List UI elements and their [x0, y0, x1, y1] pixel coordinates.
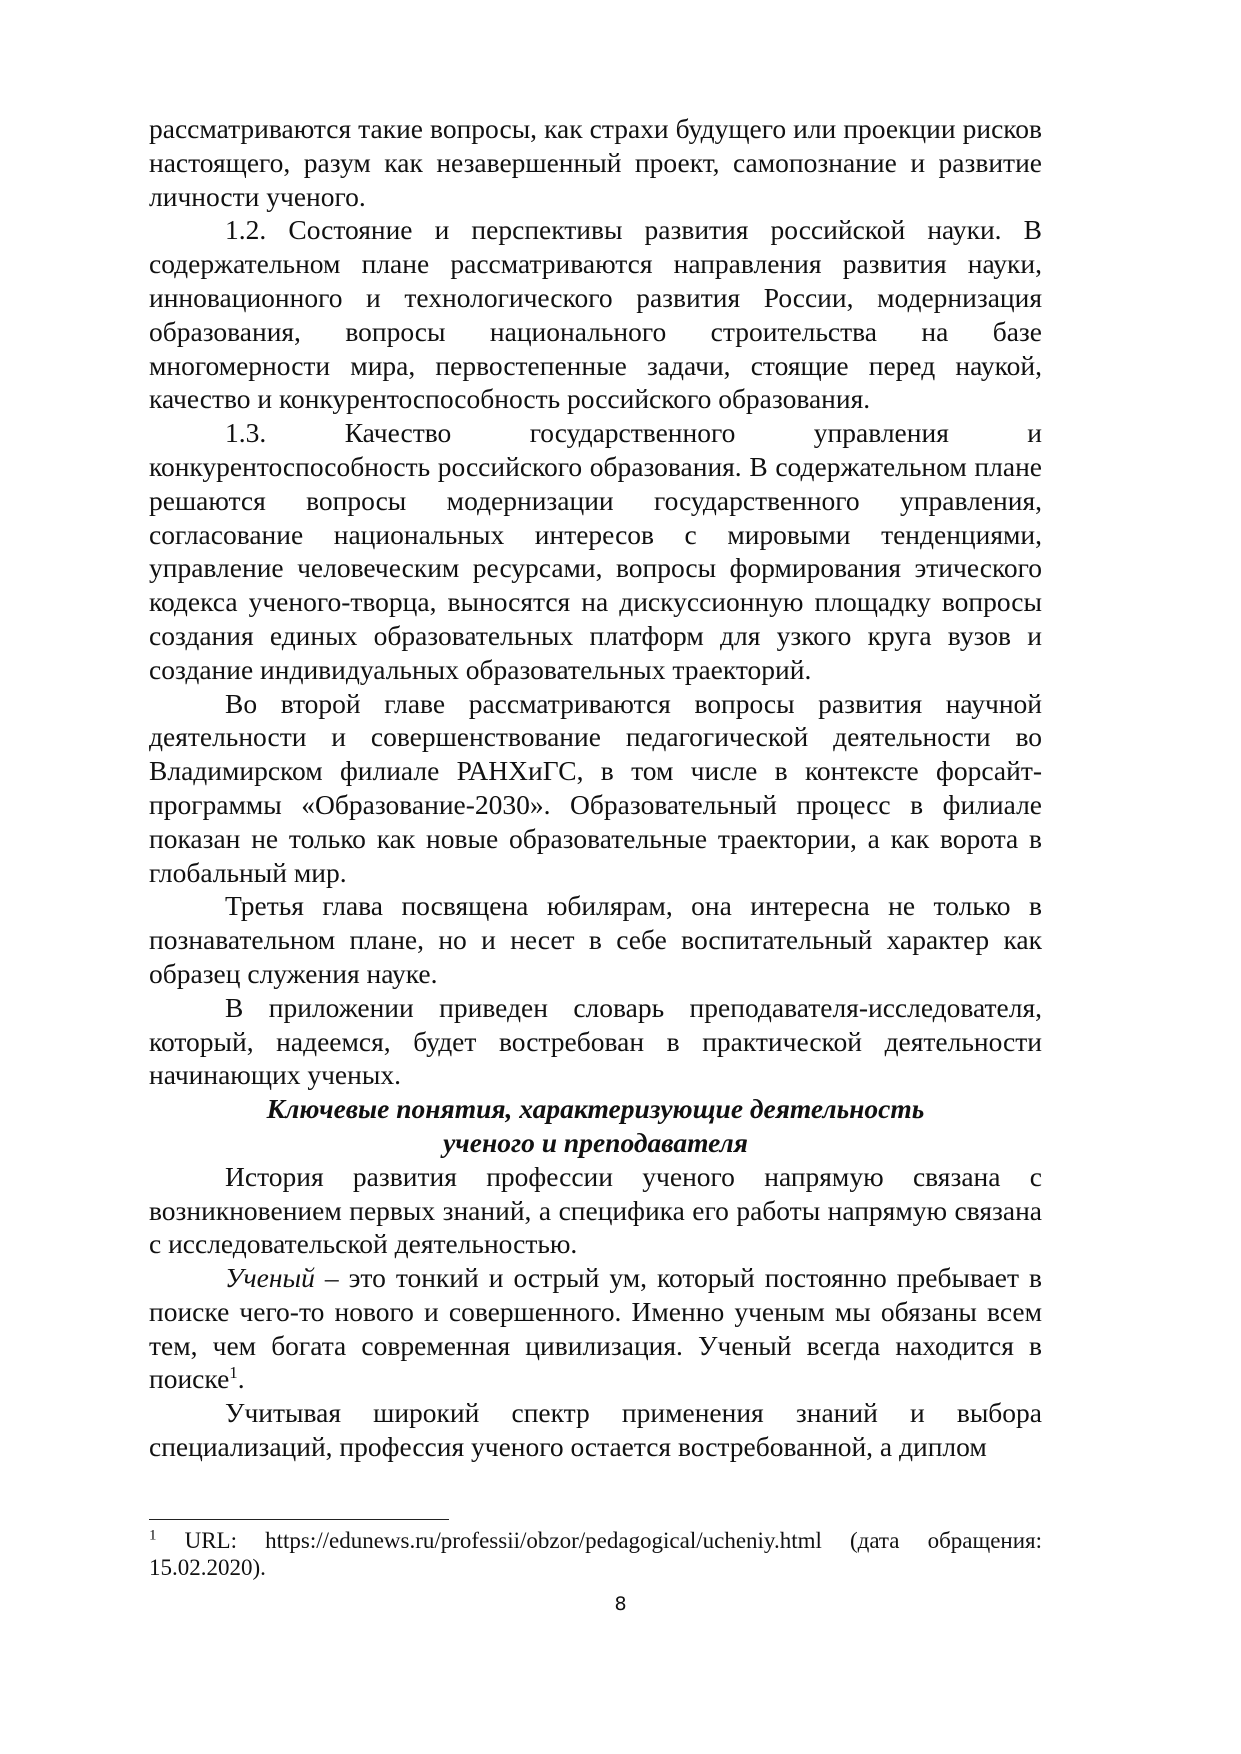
footnote [149, 1527, 1042, 1581]
footnote-separator [149, 1519, 449, 1520]
footnote-marker: 1 [149, 1527, 157, 1544]
paragraph-section-1-2: 1.2. Состояние и перспективы развития российской науки. В содержательном плане рассматриваются направления развития науки, инновационного и технологического развития России, модернизация образования, вопросы национального строительства на базе многомерности мира, первостепенные задачи, стоящие перед наукой, качество и конкурентоспособность российского образования. [149, 214, 1042, 415]
paragraph-specialization: Учитывая широкий спектр применения знаний и выбора специализаций, профессия ученого остается востребованной, а диплом [149, 1397, 1042, 1463]
defined-term: Ученый [225, 1262, 315, 1294]
paragraph-scientist-definition [149, 1261, 1042, 1396]
definition-end: . [237, 1363, 245, 1395]
paragraph-chapter-2: Во второй главе рассматриваются вопросы развития научной деятельности и совершенствование педагогической деятельности во Владимирском филиале РАНХиГС, в том числе в контексте форсайт-программы «Образование-2030». Образовательный процесс в филиале показан не только как новые образовательные траектории, а как ворота в глобальный мир. [149, 687, 1042, 888]
definition-text: – это тонкий и острый ум, который постоянно пребывает в поиске чего-то нового и совершенного. Именно ученым мы обязаны всем тем, чем богата современная цивилизация. Ученый всегда находится в поиске [149, 1262, 1042, 1395]
page-number: 8 [614, 1593, 627, 1615]
section-heading-line-1: Ключевые понятия, характеризующие деятельность [266, 1093, 925, 1125]
footnote-text: URL: https://edunews.ru/professii/obzor/pedagogical/ucheniy.html (дата обращения: 15.02.2020). [149, 1528, 1042, 1580]
paragraph-section-1-3: конкурентоспособность российского образования. В содержательном плане решаются вопросы модернизации государственного управления, согласование национальных интересов с мировыми тенденциями, управление человеческим ресурсами, вопросы формирования этического кодекса ученого-творца, выносятся на дискуссионную площадку вопросы создания единых образовательных платформ для узкого круга вузов и создание индивидуальных образовательных траекторий. [149, 450, 1042, 685]
section-heading-line-2: ученого и преподавателя [443, 1126, 748, 1158]
paragraph-section-1-3-first-line: 1.3. Качество государственного управления и [225, 417, 1042, 449]
paragraph-history: История развития профессии ученого напрямую связана с возникновением первых знаний, а специфика его работы напрямую связана с исследовательской деятельностью. [149, 1160, 1042, 1260]
paragraph-appendix: В приложении приведен словарь преподавателя-исследователя, который, надеемся, будет востребован в практической деятельности начинающих ученых. [149, 991, 1042, 1091]
footnote-reference[interactable]: 1 [229, 1363, 238, 1383]
page-body [149, 112, 1042, 1464]
paragraph-continuation: рассматриваются такие вопросы, как страхи будущего или проекции рисков настоящего, разум как незавершенный проект, самопознание и развитие личности ученого. [149, 113, 1042, 212]
paragraph-chapter-3: Третья глава посвящена юбилярам, она интересна не только в познавательном плане, но и несет в себе воспитательный характер как образец служения науке. [149, 890, 1042, 989]
